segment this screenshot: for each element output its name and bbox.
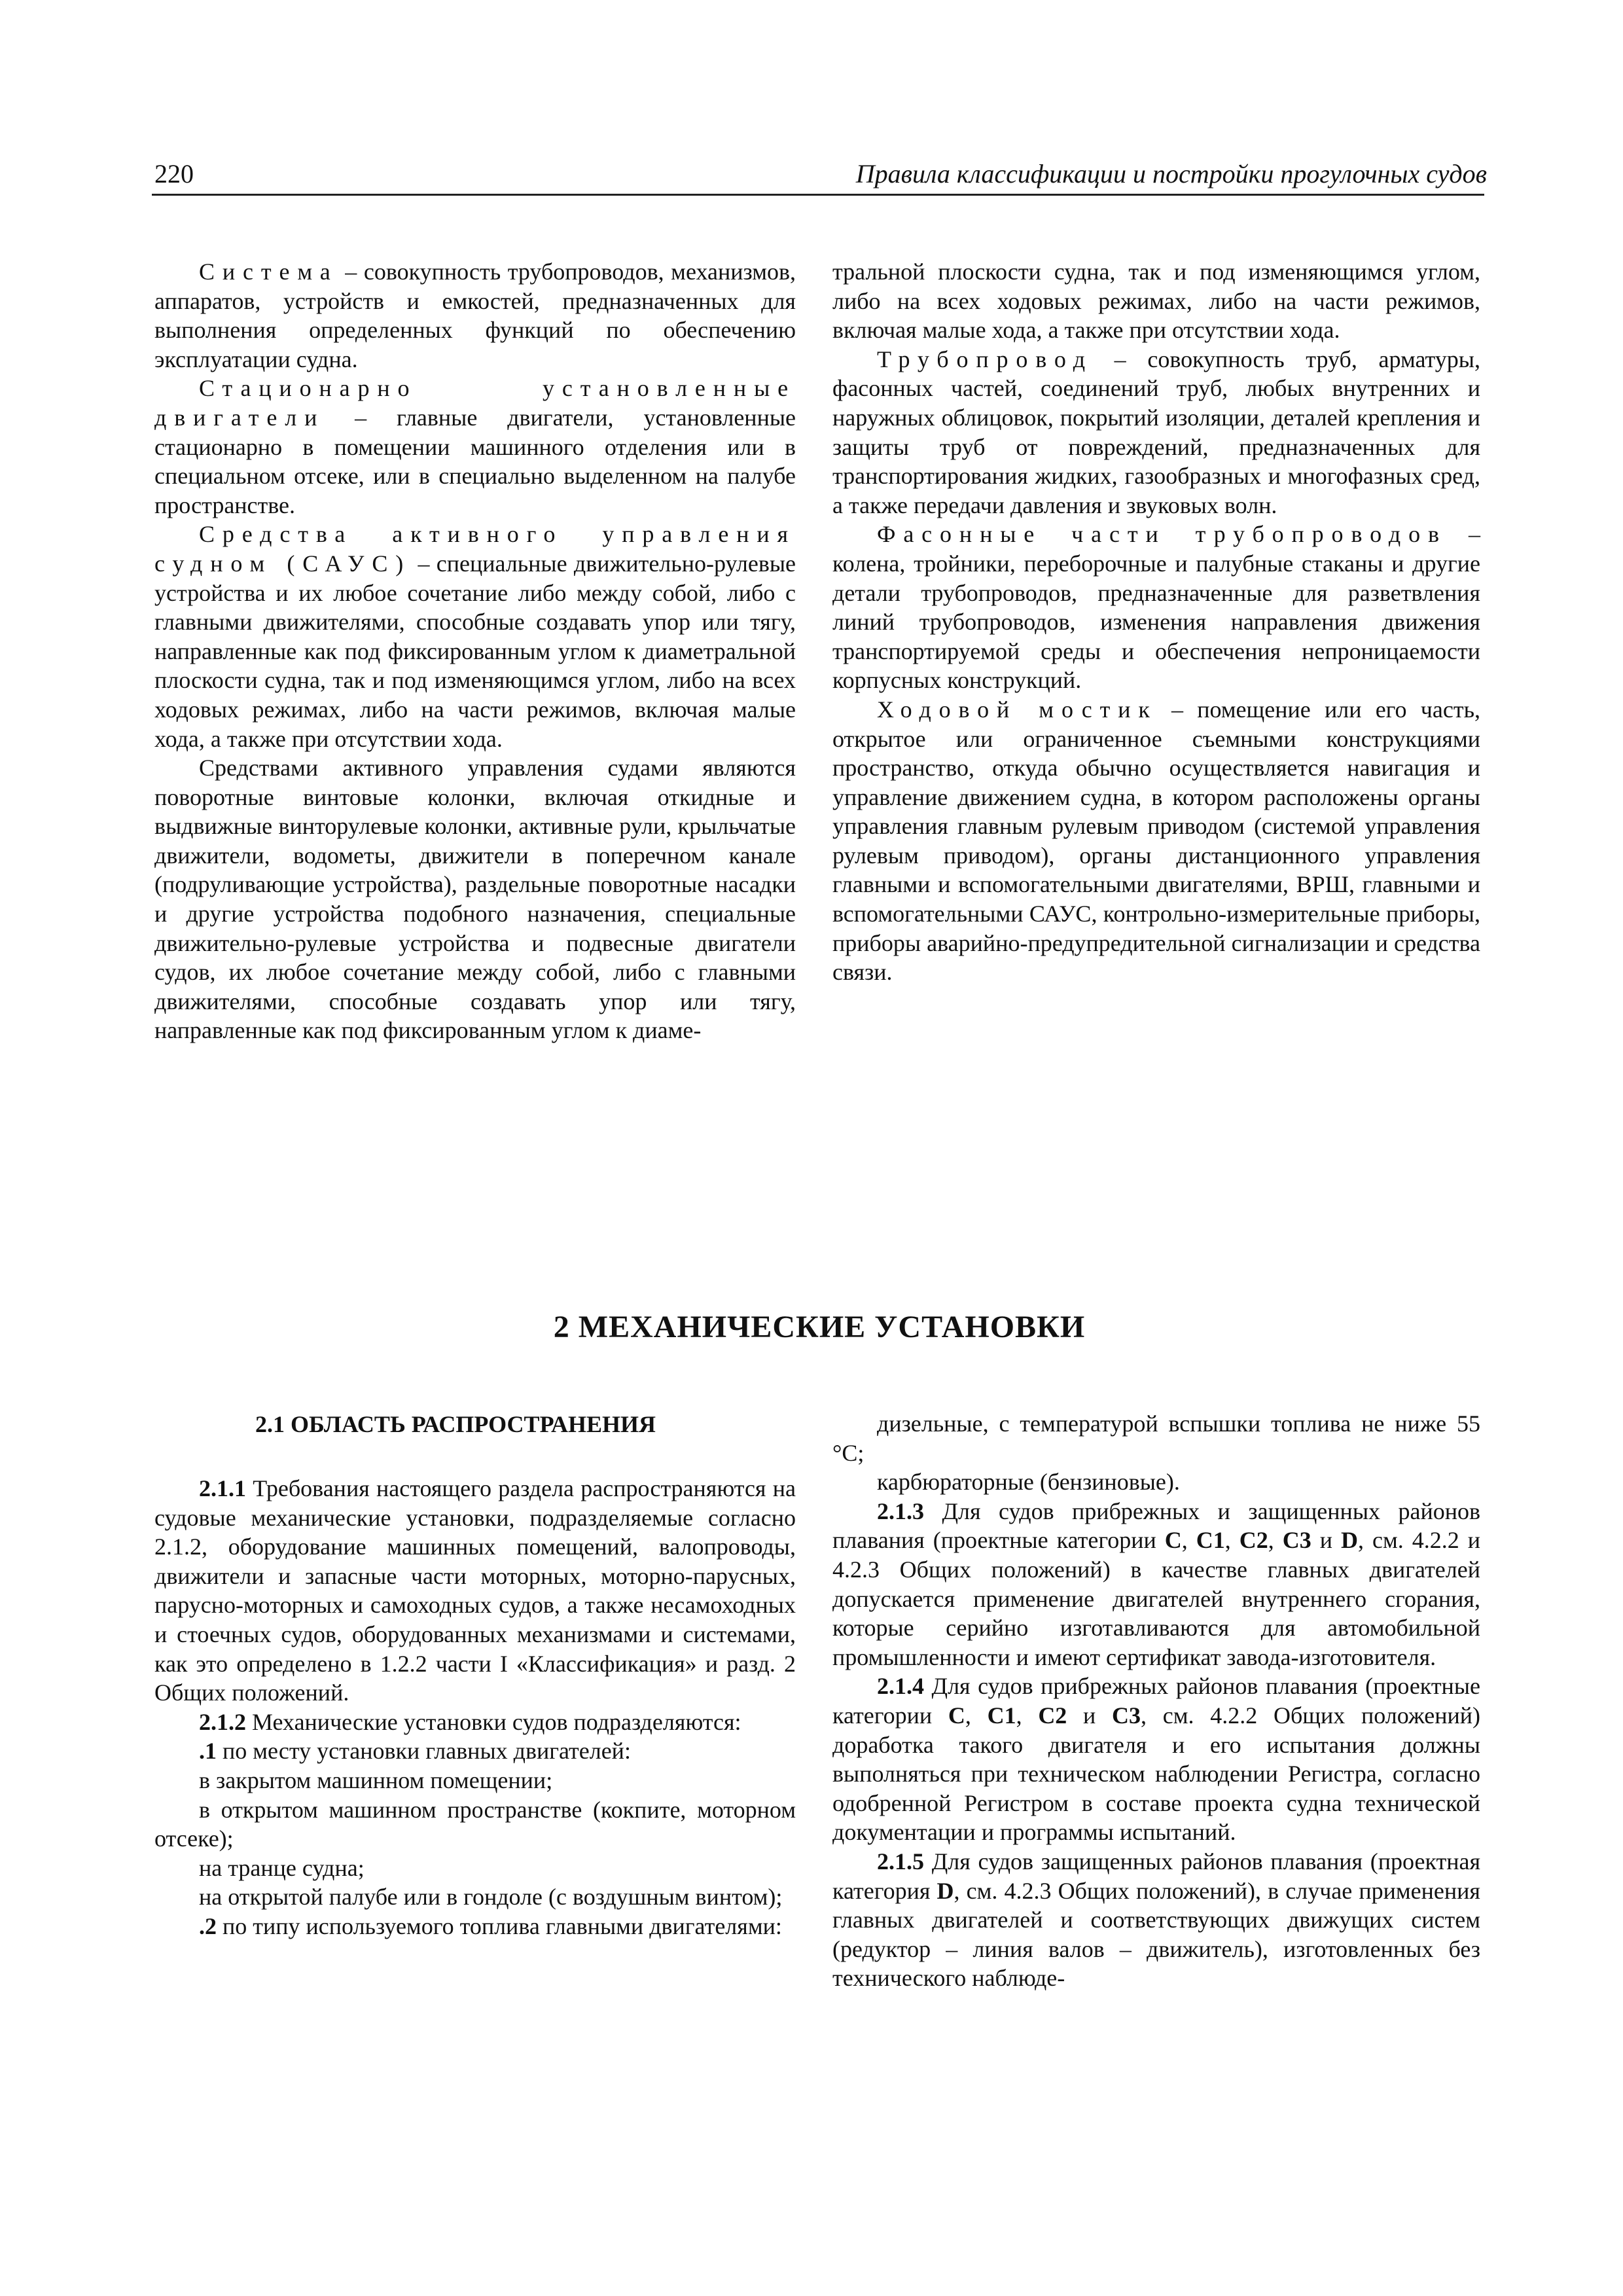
item-number: .2 [199,1912,217,1939]
clause-text: Для судов прибрежных и защищенных районов плавания (проектные категории [832,1498,1480,1554]
column-bottom-left [154,1474,796,1941]
paragraph [832,695,1480,987]
term: Стационарно установленные двигатели [154,375,796,431]
paragraph-continued: тральной плоскости судна, так и под изменяющимся углом, либо на всех ходовых режимах, либо на части режимов, включая малые хода, а также при отсутствии хода. [832,259,1480,344]
separator: , [965,1702,988,1729]
separator: и [1311,1527,1342,1554]
page-number: 220 [154,159,194,188]
paragraph [154,374,796,520]
clause-text: , см. 4.2.2 и 4.2.3 Общих положений) в качестве главных двигателей допускается применение двигателей внутреннего сгорания, которые серийно изготавливаются для автомобильной промышленности и имеют сертификат завода-изготовителя. [832,1527,1481,1670]
clause-text: , см. 4.2.2 Общих положений) доработка такого двигателя и его испытания должны выполняться при техническом наблюдении Регистра, согласно одобренной Регистром в составе проекта судна технической документации и программы испытаний. [832,1702,1481,1846]
list-subitem: в открытом машинном пространстве (кокпите, моторном отсеке); [154,1796,796,1852]
paragraph [154,257,796,374]
clause [154,1708,796,1737]
running-title: Правила классификации и постройки прогулочных судов [855,159,1487,188]
list-subitem: на открытой палубе или в гондоле (с воздушным винтом); [199,1884,783,1910]
clause [154,1474,796,1708]
clause-text: Для судов защищенных районов плавания (проектная категория [832,1848,1480,1904]
list-subitem: на транце судна; [199,1854,365,1881]
clause-text: Механические установки судов подразделяются: [246,1708,741,1735]
list-subitem: карбюраторные (бензиновые). [877,1469,1180,1496]
paragraph [832,520,1480,695]
item-number: .1 [199,1738,217,1765]
category-code: D [1341,1527,1359,1554]
subsection-title: 2.1 ОБЛАСТЬ РАСПРОСТРАНЕНИЯ [255,1411,656,1437]
category-code: С [1164,1527,1182,1554]
clause-number: 2.1.3 [877,1498,924,1524]
clause-number: 2.1.1 [199,1475,246,1501]
column-bottom-right [832,1409,1480,1993]
item-text: по типу используемого топлива главными двигателями: [217,1912,782,1939]
definition: – помещение или его часть, открытое или ограниченное съемными конструкциями пространство, откуда обычно осуществляется навигация и управление движением судна, в котором расположены органы управления главным рулевым приводом (системой управления рулевым приводом), органы дистанционного управления главными и вспомогательными двигателями, ВРШ, главными и вспомогательными САУС, контрольно-измерительные приборы, приборы аварийно-предупредительной сигнализации и средства связи. [832,696,1480,986]
definition: – специальные движительно-рулевые устройства и их любое сочетание либо между собой, либо с главными движителями, способные создавать упор или тягу, направленные как под фиксированным углом к диаметральной плоскости судна, так и под изменяющимся углом, либо на всех ходовых режимах, либо на части режимов, включая малые хода, а также при отсутствии хода. [154,550,796,752]
definition: – совокупность трубопроводов, механизмов, аппаратов, устройств и емкостей, предназначенных для выполнения определенных функций по обеспечению эксплуатации судна. [154,259,796,372]
separator: , [1016,1702,1039,1729]
category-code: С1 [1196,1527,1225,1554]
category-code: С3 [1282,1527,1311,1554]
list-item [154,1912,796,1941]
term: Фасонные части трубопроводов [877,521,1447,548]
clause-number: 2.1.5 [877,1848,924,1874]
term: Система [199,259,338,285]
definition: – главные двигатели, установленные стационарно в помещении машинного отделения или в специальном отсеке, или в специально выделенном на палубе пространстве. [154,404,796,518]
separator: , [1224,1527,1240,1554]
clause-text: Для судов прибрежных районов плавания (проектные категории [832,1673,1480,1729]
list-item [154,1736,796,1766]
separator: , [1181,1527,1196,1554]
clause-text: , см. 4.2.3 Общих положений), в случае применения главных двигателей и соответствующих движущих систем (редуктор – линия валов – движитель), изготовленных без технического наблюде- [832,1877,1480,1992]
category-code: С [948,1702,965,1729]
category-code: D [936,1877,954,1904]
page-header [152,156,1487,195]
category-code: С2 [1239,1527,1268,1554]
section-title: 2 МЕХАНИЧЕСКИЕ УСТАНОВКИ [553,1310,1086,1344]
separator: и [1067,1702,1113,1729]
category-code: С3 [1112,1702,1141,1729]
separator: , [1268,1527,1283,1554]
term: Трубопровод [877,346,1093,372]
clause [832,1847,1480,1993]
term: Средства активного управления судном (САУС) [154,521,796,577]
term: Ходовой мостик [877,696,1158,723]
category-code: С1 [987,1702,1016,1729]
paragraph: Средствами активного управления судами являются поворотные винтовые колонки, включая откидные и выдвижные винторулевые колонки, активные рули, крыльчатые движители, водометы, движители в поперечном канале (подруливающие устройства), раздельные поворотные насадки и другие устройства подобного назначения, специальные движительно-рулевые устройства и подвесные двигатели судов, их любое сочетание между собой, либо с главными движителями, способные создавать упор или тягу, направленные как под фиксированным углом к диаме- [154,755,796,1044]
clause-number: 2.1.2 [199,1708,246,1735]
definition: – колена, тройники, переборочные и палубные стаканы и другие детали трубопроводов, предназначенные для разветвления линий трубопроводов, изменения направления движения транспортируемой среды и обеспечения непроницаемости корпусных конструкций. [832,521,1480,694]
clause-text: Требования настоящего раздела распространяются на судовые механические установки, подразделяемые согласно 2.1.2, оборудование машинных помещений, валопроводы, движители и запасные части моторных, моторно-парусных, парусно-моторных и самоходных судов, а также несамоходных и стоечных судов, оборудованных механизмами и системами, как это определено в 1.2.2 части I «Классификация» и разд. 2 Общих положений. [154,1475,796,1706]
category-code: С2 [1038,1702,1067,1729]
paragraph [154,520,796,753]
clause [832,1497,1480,1672]
list-subitem: в закрытом машинном помещении; [199,1767,553,1793]
item-text: по месту установки главных двигателей: [217,1738,631,1765]
list-subitem: дизельные, с температурой вспышки топлива не ниже 55 °С; [832,1410,1480,1466]
clause [832,1672,1480,1847]
definition: – совокупность труб, арматуры, фасонных частей, соединений труб, любых внутренних и наружных облицовок, покрытий изоляции, деталей крепления и защиты труб от повреждений, предназначенных для транспортирования жидких, газообразных и многофазных сред, а также передачи давления и звуковых волн. [832,346,1480,518]
paragraph [832,345,1480,520]
column-top-left [154,257,796,1045]
column-top-right [832,257,1480,987]
header-rule [152,194,1484,196]
clause-number: 2.1.4 [877,1673,924,1700]
